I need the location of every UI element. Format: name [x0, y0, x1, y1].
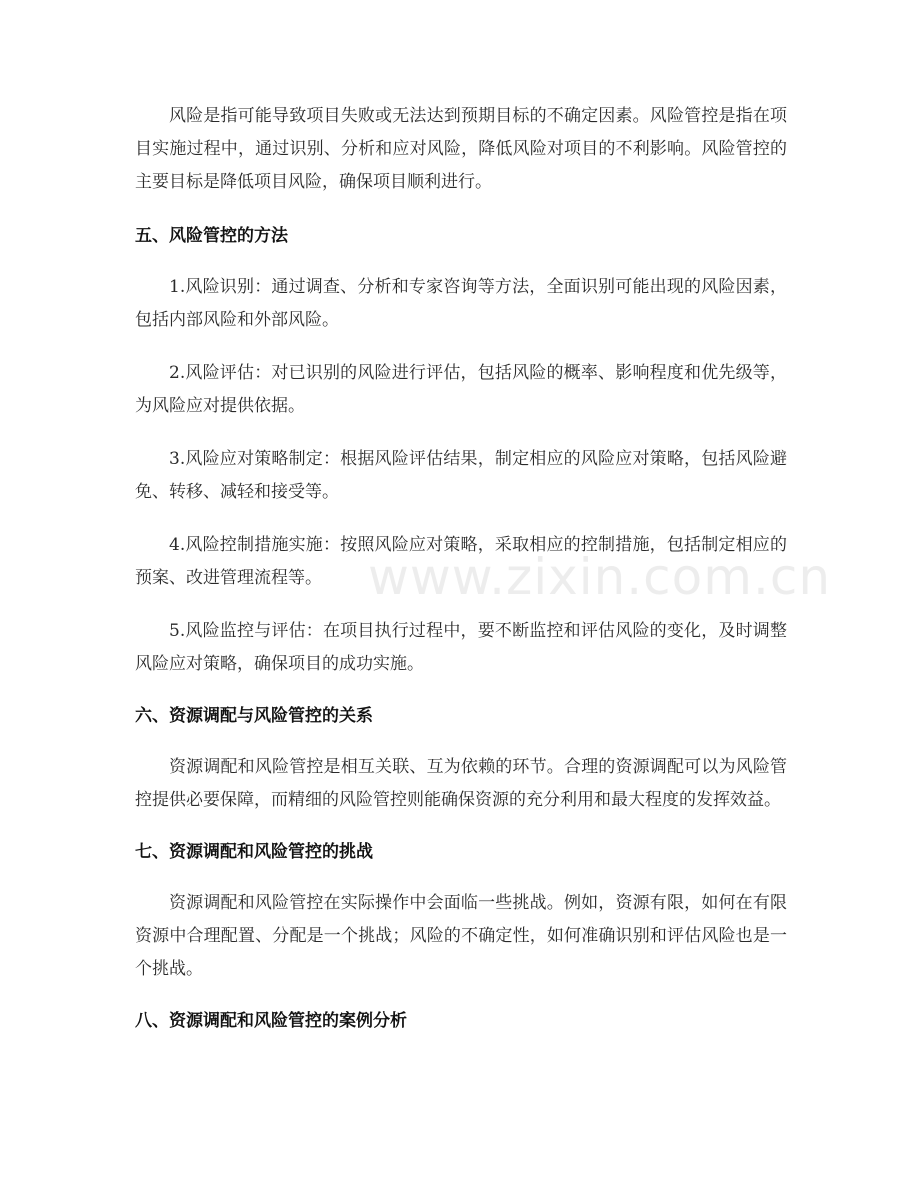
section-6-paragraph: 资源调配和风险管控是相互关联、互为依赖的环节。合理的资源调配可以为风险管控提供必要保障，而精细的风险管控则能确保资源的充分利用和最大程度的发挥效益。 — [135, 757, 787, 810]
intro-paragraph: 风险是指可能导致项目失败或无法达到预期目标的不确定因素。风险管控是指在项目实施过程中，通过识别、分析和应对风险，降低风险对项目的不利影响。风险管控的主要目标是降低项目风险，确保项目顺利进行。 — [135, 106, 787, 192]
method-item-3: 3.风险应对策略制定：根据风险评估结果，制定相应的风险应对策略，包括风险避免、转移、减轻和接受等。 — [135, 449, 787, 502]
section-heading-7: 七、资源调配和风险管控的挑战 — [135, 842, 373, 862]
method-item-2: 2.风险评估：对已识别的风险进行评估，包括风险的概率、影响程度和优先级等，为风险应对提供依据。 — [135, 363, 787, 416]
section-heading-5: 五、风险管控的方法 — [135, 226, 288, 246]
section-7-paragraph: 资源调配和风险管控在实际操作中会面临一些挑战。例如，资源有限，如何在有限资源中合理配置、分配是一个挑战；风险的不确定性，如何准确识别和评估风险也是一个挑战。 — [135, 893, 787, 979]
watermark: www.zixin.com.cn — [368, 548, 832, 606]
method-item-1: 1.风险识别：通过调查、分析和专家咨询等方法，全面识别可能出现的风险因素，包括内部风险和外部风险。 — [135, 277, 787, 330]
method-item-4: 4.风险控制措施实施：按照风险应对策略，采取相应的控制措施，包括制定相应的预案、改进管理流程等。 — [135, 535, 787, 588]
document-body — [135, 100, 787, 1036]
section-heading-6: 六、资源调配与风险管控的关系 — [135, 706, 373, 726]
section-heading-8: 八、资源调配和风险管控的案例分析 — [135, 1011, 407, 1031]
method-item-5: 5.风险监控与评估：在项目执行过程中，要不断监控和评估风险的变化，及时调整风险应对策略，确保项目的成功实施。 — [135, 621, 787, 674]
